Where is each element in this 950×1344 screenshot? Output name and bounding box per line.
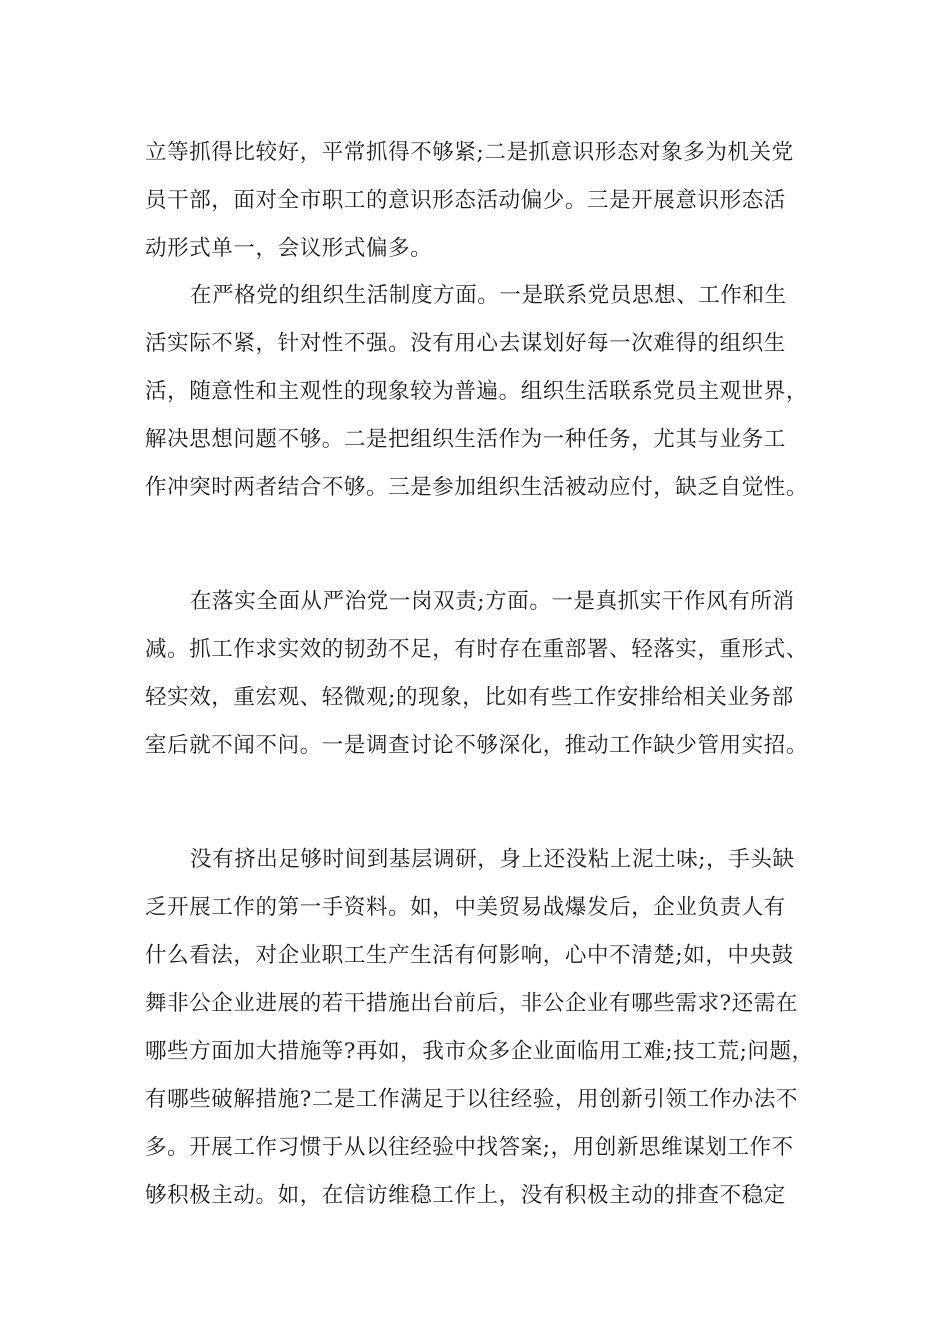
text-line: 减。抓工作求实效的韧劲不足，有时存在重部署、轻落实，重形式、 — [145, 637, 809, 662]
text-line: 哪些方面加大措施等?再如，我市众多企业面临用工难;技工荒;问题， — [145, 1039, 814, 1064]
text-line: 立等抓得比较好，平常抓得不够紧;二是抓意识形态对象多为机关党 — [145, 140, 794, 165]
text-line: 乏开展工作的第一手资料。如，中美贸易战爆发后，企业负责人有 — [145, 895, 786, 920]
text-line: 室后就不闻不问。一是调查讨论不够深化，推动工作缺少管用实招。 — [145, 733, 809, 758]
text-line: 够积极主动。如，在信访维稳工作上，没有积极主动的排查不稳定 — [145, 1183, 786, 1208]
text-line: 活，随意性和主观性的现象较为普遍。组织生活联系党员主观世界， — [145, 379, 809, 404]
text-line: 有哪些破解措施?二是工作满足于以往经验，用创新引领工作办法不 — [145, 1087, 799, 1112]
text-line: 员干部，面对全市职工的意识形态活动偏少。三是开展意识形态活 — [145, 188, 786, 213]
text-line: 作冲突时两者结合不够。三是参加组织生活被动应付，缺乏自觉性。 — [145, 475, 809, 500]
text-line: 解决思想问题不够。二是把组织生活作为一种任务，尤其与业务工 — [145, 427, 786, 452]
text-line: 多。开展工作习惯于从以往经验中找答案;，用创新思维谋划工作不 — [145, 1135, 794, 1160]
text-line: 活实际不紧，针对性不强。没有用心去谋划好每一次难得的组织生 — [145, 331, 786, 356]
paragraph-first-line: 没有挤出足够时间到基层调研，身上还没粘上泥土味;，手头缺 — [190, 847, 795, 872]
text-line: 动形式单一，会议形式偏多。 — [145, 236, 433, 261]
text-line: 舞非公企业进展的若干措施出台前后，非公企业有哪些需求?还需在 — [145, 991, 799, 1016]
paragraph-first-line: 在严格党的组织生活制度方面。一是联系党员思想、工作和生 — [190, 283, 787, 308]
text-line: 什么看法，对企业职工生产生活有何影响，心中不清楚;如，中央鼓 — [145, 943, 794, 968]
text-line: 轻实效，重宏观、轻微观;的现象，比如有些工作安排给相关业务部 — [145, 685, 794, 710]
paragraph-first-line: 在落实全面从严治党一岗双责;方面。一是真抓实干作风有所消 — [190, 589, 795, 614]
